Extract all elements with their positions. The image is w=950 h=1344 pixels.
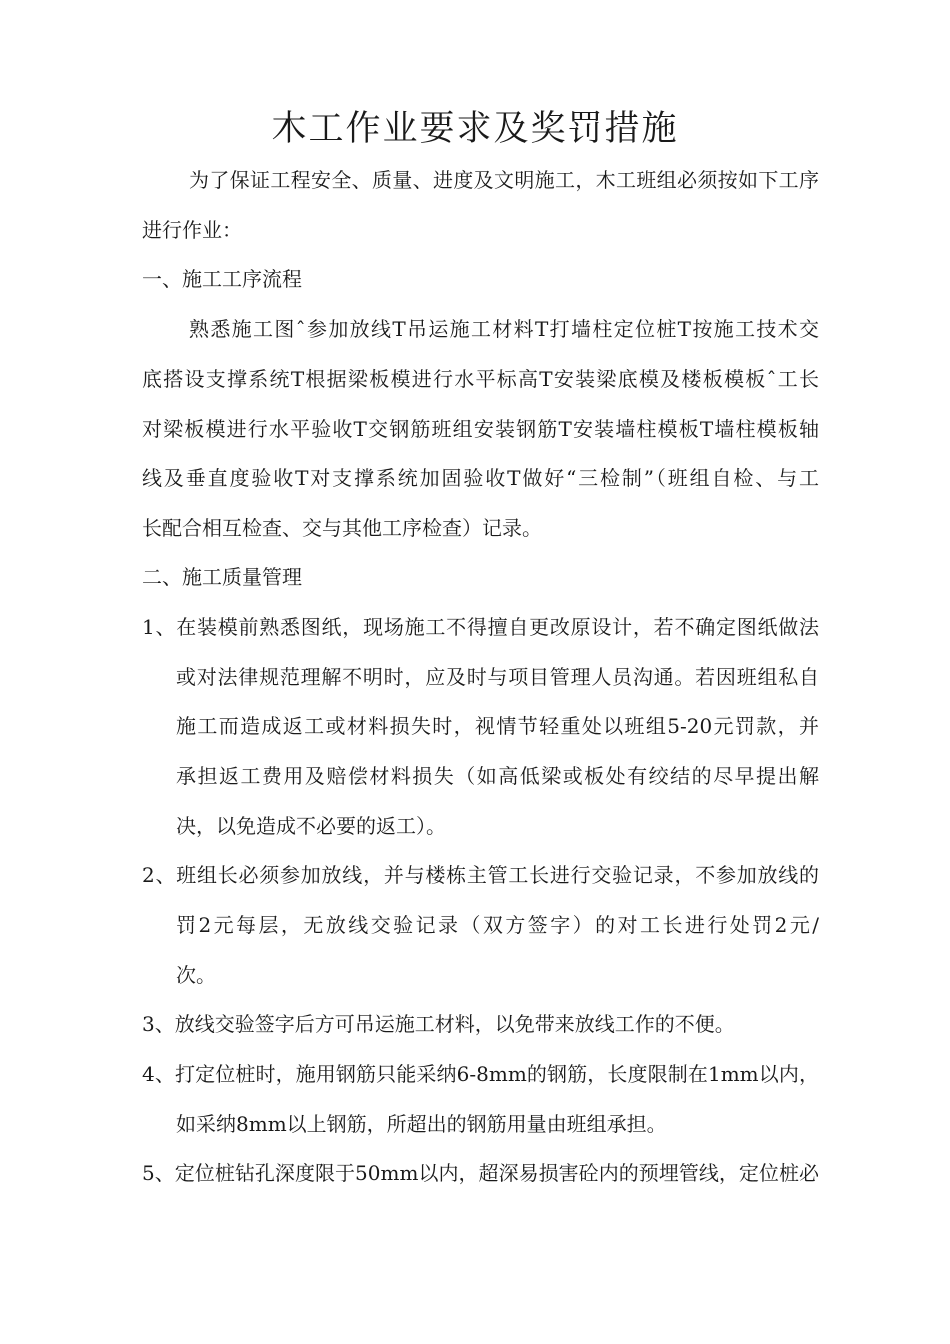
item-1-line-5: 决，以免造成不必要的返工）。 [176, 814, 446, 838]
item-3-line-1: 3、放线交验签字后方可吊运施工材料，以免带来放线工作的不便。 [142, 1012, 735, 1036]
item-4-line-2: 如采纳8mm以上钢筋，所超出的钢筋用量由班组承担。 [176, 1112, 667, 1136]
intro-line-2: 进行作业： [142, 218, 242, 242]
item-2-line-2: 罚2元每层，无放线交验记录（双方签字）的对工长进行处罚2元/ [176, 913, 819, 937]
intro-line-1: 为了保证工程安全、质量、进度及文明施工，木工班组必须按如下工序 [189, 168, 819, 192]
item-2-line-1: 2、班组长必须参加放线，并与楼栋主管工长进行交验记录，不参加放线的 [142, 863, 819, 887]
item-1-line-2: 或对法律规范理解不明时，应及时与项目管理人员沟通。若因班组私自 [176, 665, 819, 689]
item-5-line-1: 5、定位桩钻孔深度限于50mm以内，超深易损害砼内的预埋管线，定位桩必 [142, 1161, 819, 1185]
item-4-line-1: 4、打定位桩时，施用钢筋只能采纳6-8mm的钢筋，长度限制在1mm以内， [142, 1062, 819, 1086]
process-line-1: 熟悉施工图ˆ参加放线T吊运施工材料T打墙柱定位桩T按施工技术交 [189, 317, 819, 341]
process-line-2: 底搭设支撑系统T根据梁板模进行水平标高T安装梁底模及楼板模板ˆ工长 [142, 367, 819, 391]
item-1-line-1: 1、在装模前熟悉图纸，现场施工不得擅自更改原设计，若不确定图纸做法 [142, 615, 819, 639]
section-heading-quality: 二、施工质量管理 [142, 565, 302, 589]
process-line-3: 对梁板模进行水平验收T交钢筋班组安装钢筋T安装墙柱模板T墙柱模板轴 [142, 417, 819, 441]
item-2-line-3: 次。 [176, 963, 216, 987]
item-1-line-4: 承担返工费用及赔偿材料损失（如高低梁或板处有绞结的尽早提出解 [176, 764, 819, 788]
process-line-4: 线及垂直度验收T对支撑系统加固验收T做好“三检制”（班组自检、与工 [142, 466, 819, 490]
process-line-5: 长配合相互检查、交与其他工序检查）记录。 [142, 516, 542, 540]
document-title: 木工作业要求及奖罚措施 [271, 109, 679, 149]
item-1-line-3: 施工而造成返工或材料损失时，视情节轻重处以班组5-20元罚款，并 [176, 714, 819, 738]
section-heading-process: 一、施工工序流程 [142, 267, 302, 291]
